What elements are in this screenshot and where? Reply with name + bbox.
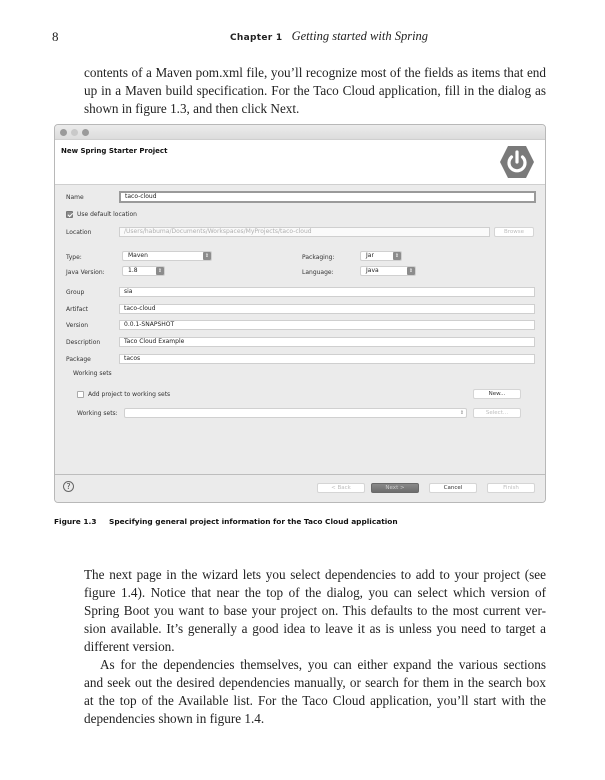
working-sets-label: Working sets: (77, 410, 118, 417)
java-version-value: 1.8 (128, 267, 138, 274)
packaging-label: Packaging: (302, 254, 335, 261)
name-input[interactable]: taco-cloud (119, 191, 536, 203)
chevron-updown-icon: ⇕ (157, 268, 163, 274)
new-working-set-button[interactable]: New... (473, 389, 521, 399)
type-value: Maven (128, 252, 148, 259)
dialog-header (55, 140, 545, 185)
text-line: sion available. It’s generally a good idea to leave it as is unless you need to target a (84, 621, 546, 636)
use-default-location-checkbox[interactable] (66, 211, 73, 218)
text-line: up in a Maven build specification. For the Taco Cloud application, fill in the dialog as (84, 83, 546, 98)
artifact-label: Artifact (66, 306, 89, 313)
chapter-heading (230, 29, 428, 44)
version-label: Version (66, 322, 89, 329)
text-line: figure 1.4). Notice that near the top of the dialog, you can select which version of (84, 585, 546, 600)
location-label: Location (66, 229, 92, 236)
intro-paragraph (84, 64, 546, 118)
close-window-button[interactable] (60, 129, 67, 136)
dialog-footer (55, 474, 545, 502)
chevron-updown-icon: ⇕ (408, 268, 414, 274)
next-button[interactable]: Next > (371, 483, 419, 493)
text-line: dependencies shown in figure 1.4. (84, 711, 265, 726)
group-input[interactable]: sia (119, 287, 535, 297)
language-value: Java (366, 267, 379, 274)
text-line: different version. (84, 639, 175, 654)
text-line: and seek out the desired dependencies manually, or search for them in the search box (84, 675, 546, 690)
chevron-updown-icon: ⇕ (459, 410, 465, 416)
figure-caption-text: Specifying general project information for the Taco Cloud application (109, 517, 398, 526)
location-input[interactable]: /Users/habuma/Documents/Workspaces/MyProjects/taco-cloud (119, 227, 490, 237)
package-input[interactable]: tacos (119, 354, 535, 364)
body-paragraph-2 (84, 656, 546, 728)
chapter-label: Chapter 1 (230, 33, 283, 43)
browse-button[interactable]: Browse (494, 227, 534, 237)
packaging-select[interactable] (360, 251, 402, 261)
chevron-updown-icon: ⇕ (204, 253, 210, 259)
language-label: Language: (302, 269, 334, 276)
add-to-working-sets-checkbox[interactable] (77, 391, 84, 398)
packaging-value: Jar (366, 252, 374, 259)
back-button[interactable]: < Back (317, 483, 365, 493)
type-label: Type: (66, 254, 82, 261)
dialog-title: New Spring Starter Project (61, 147, 168, 155)
new-spring-starter-project-dialog (54, 124, 546, 503)
finish-button[interactable]: Finish (487, 483, 535, 493)
minimize-window-button[interactable] (71, 129, 78, 136)
maximize-window-button[interactable] (82, 129, 89, 136)
add-to-working-sets-label: Add project to working sets (88, 391, 171, 398)
text-line: contents of a Maven pom.xml file, you’ll recognize most of the fields as items that end (84, 65, 546, 80)
description-label: Description (66, 339, 101, 346)
select-working-set-button[interactable]: Select... (473, 408, 521, 418)
text-line: The next page in the wizard lets you select dependencies to add to your project (see (84, 567, 546, 582)
text-line: shown in figure 1.3, and then click Next. (84, 101, 300, 116)
chapter-title: Getting started with Spring (291, 29, 429, 43)
cancel-button[interactable]: Cancel (429, 483, 477, 493)
group-label: Group (66, 289, 85, 296)
spring-power-icon (499, 144, 535, 180)
chevron-updown-icon: ⇕ (394, 253, 400, 259)
body-paragraph-1 (84, 566, 546, 656)
name-label: Name (66, 194, 84, 201)
text-line: As for the dependencies themselves, you can either expand the various sections (100, 657, 546, 672)
figure-label: Figure 1.3 (54, 517, 97, 526)
figure-caption (54, 517, 398, 526)
text-line: at the top of the Available list. For the Taco Cloud application, you’ll start with the (84, 693, 546, 708)
text-line: Spring Boot you want to base your project on. This defaults to the most current ver- (84, 603, 546, 618)
java-version-label: Java Version: (66, 269, 105, 276)
version-input[interactable]: 0.0.1-SNAPSHOT (119, 320, 535, 330)
java-version-select[interactable] (122, 266, 165, 276)
artifact-input[interactable]: taco-cloud (119, 304, 535, 314)
help-icon[interactable]: ? (63, 481, 74, 492)
use-default-location-label: Use default location (77, 211, 137, 218)
running-head (0, 29, 605, 45)
type-select[interactable] (122, 251, 212, 261)
working-sets-select[interactable] (124, 408, 467, 418)
description-input[interactable]: Taco Cloud Example (119, 337, 535, 347)
package-label: Package (66, 356, 91, 363)
page-number: 8 (52, 29, 59, 44)
window-titlebar (55, 125, 545, 140)
language-select[interactable] (360, 266, 416, 276)
working-sets-section-label: Working sets (73, 370, 112, 377)
